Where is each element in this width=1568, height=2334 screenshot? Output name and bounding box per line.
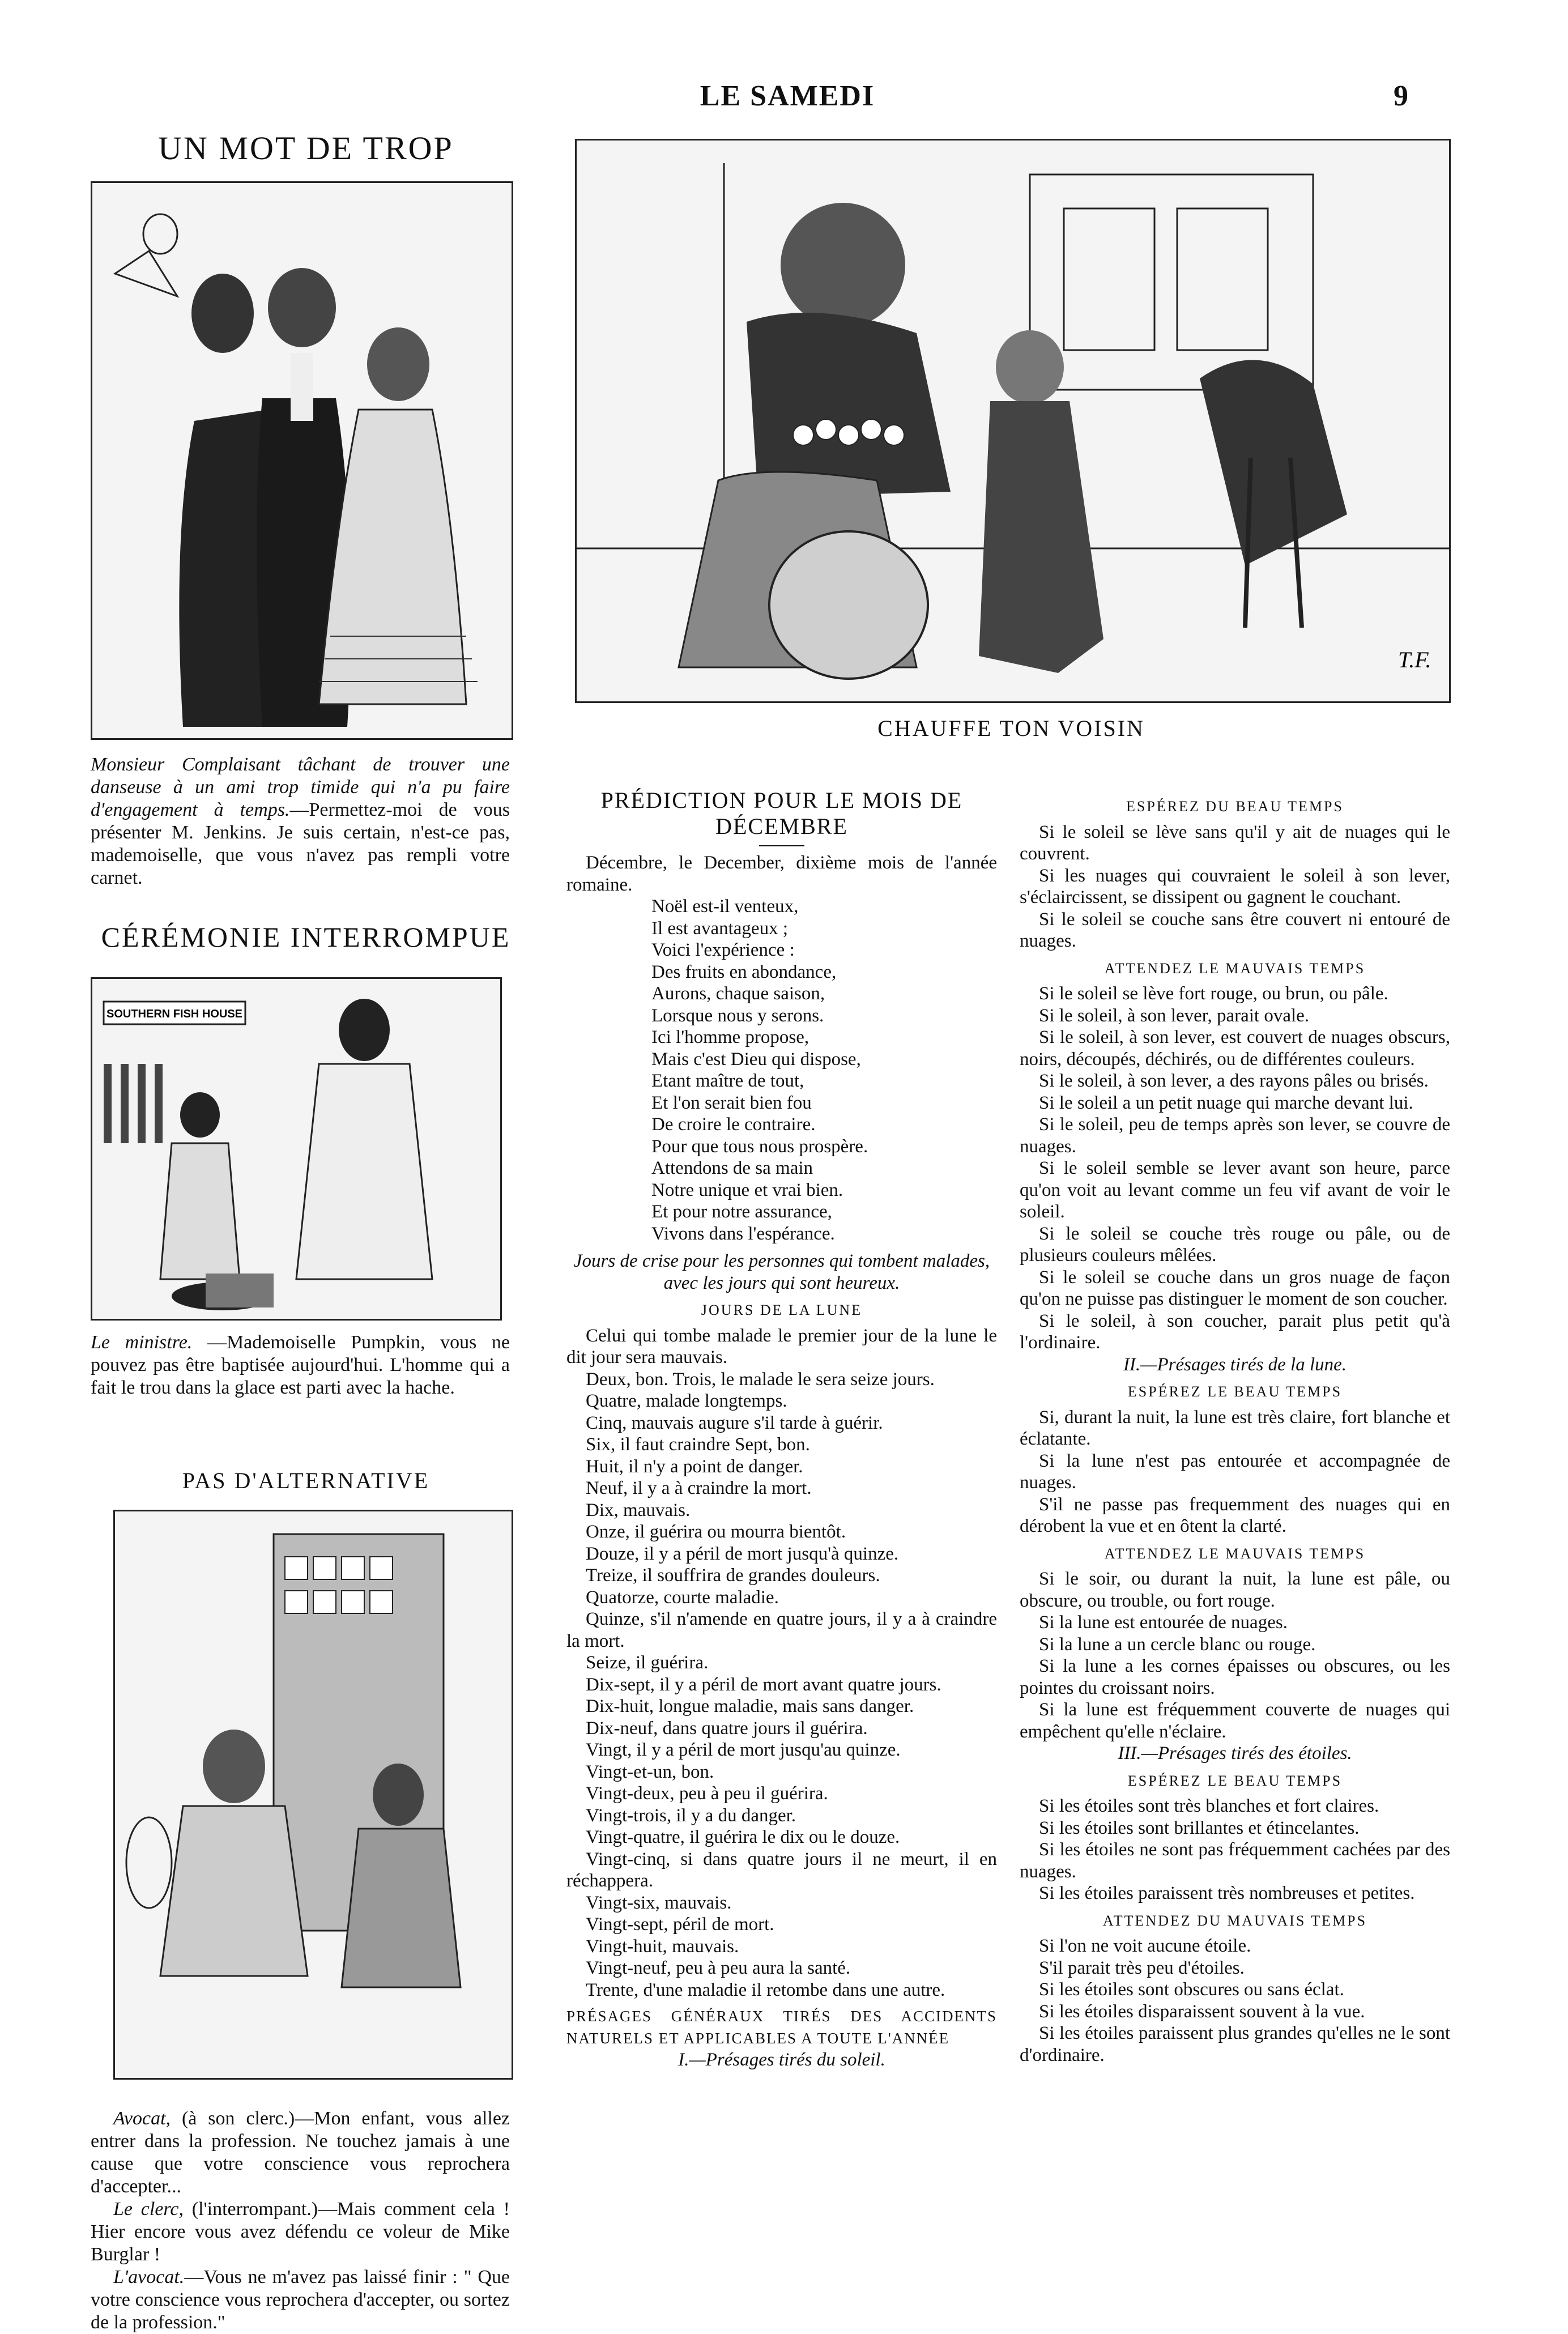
lune-para: Quatre, malade longtemps. bbox=[586, 1391, 787, 1411]
beau3-para: Si les étoiles sont très blanches et fort claires. bbox=[1039, 1796, 1379, 1816]
poem-line: Etant maître de tout, bbox=[651, 1071, 804, 1091]
mauvais3-para: Si les étoiles disparaissent souvent à la vue. bbox=[1039, 2001, 1365, 2022]
alternative-p3-text: —Vous ne m'avez pas laissé finir : " Que votre conscience vous reprochera d'accepter, ou sortez de la profession." bbox=[91, 2267, 510, 2333]
poem bbox=[566, 896, 997, 1245]
mauvais3-para: Si les étoiles paraissent plus grandes qu'elles ne le sont d'ordinaire. bbox=[1020, 2023, 1450, 2065]
alternative-p1 bbox=[91, 2107, 510, 2198]
poem-line: De croire le contraire. bbox=[651, 1114, 816, 1135]
presages-lune: II.—Présages tirés de la lune. bbox=[1123, 1354, 1347, 1375]
lune-para: Vingt-sept, péril de mort. bbox=[586, 1914, 774, 1935]
prediction-title-line1: PRÉDICTION POUR LE MOIS DE bbox=[600, 787, 963, 813]
beau3-para: Si les étoiles paraissent très nombreuses et petites. bbox=[1039, 1883, 1415, 1903]
ballroom-illustration bbox=[91, 181, 513, 740]
mot-caption-text: —Permettez-moi de vous présenter M. Jenkins. Je suis certain, n'est-ce pas, mademoiselle, que vous n'avez pas rempli votre carnet. bbox=[91, 799, 510, 888]
mauvais1-para: Si le soleil semble se lever avant son heure, parce qu'on voit au levant comme un feu vif avant de voir le soleil. bbox=[1020, 1158, 1450, 1222]
poem-line: Pour que tous nous prospère. bbox=[651, 1136, 868, 1157]
prediction-title-line2: DÉCEMBRE bbox=[715, 814, 848, 839]
jours-crise: Jours de crise pour les personnes qui tombent malades, avec les jours qui sont heureux. bbox=[573, 1251, 990, 1293]
alternative-p1-italic: Avocat, bbox=[113, 2108, 171, 2129]
mauvais3-para: Si l'on ne voit aucune étoile. bbox=[1039, 1936, 1251, 1956]
alternative-p3 bbox=[91, 2266, 510, 2334]
mauvais3-header: ATTENDEZ DU MAUVAIS TEMPS bbox=[1102, 1912, 1367, 1929]
illustration-signature: T.F. bbox=[1398, 647, 1431, 672]
mauvais1-para: Si le soleil se lève fort rouge, ou brun, ou pâle. bbox=[1039, 983, 1388, 1004]
lune-para: Vingt-quatre, il guérira le dix ou le douze. bbox=[586, 1827, 900, 1847]
beau3-para: Si les étoiles ne sont pas fréquemment cachées par des nuages. bbox=[1020, 1839, 1450, 1882]
beau2-header: ESPÉREZ LE BEAU TEMPS bbox=[1127, 1383, 1343, 1400]
poem-line: Aurons, chaque saison, bbox=[651, 983, 825, 1004]
lune-para: Trente, d'une maladie il retombe dans une autre. bbox=[586, 1979, 945, 2000]
lune-para: Celui qui tombe malade le premier jour de la lune le dit jour sera mauvais. bbox=[566, 1325, 997, 1368]
lune-para: Vingt-six, mauvais. bbox=[586, 1892, 732, 1913]
mot-title: UN MOT DE TROP bbox=[158, 130, 454, 167]
mauvais2-para: Si la lune est entourée de nuages. bbox=[1039, 1612, 1288, 1633]
poem-line: Noël est-il venteux, bbox=[651, 896, 799, 917]
chauffe-caption: CHAUFFE TON VOISIN bbox=[877, 715, 1145, 741]
mauvais1-header: ATTENDEZ LE MAUVAIS TEMPS bbox=[1104, 960, 1366, 977]
beau2-para: Si la lune n'est pas entourée et accompagnée de nuages. bbox=[1020, 1450, 1450, 1493]
right-column bbox=[1020, 790, 1450, 2066]
lune-para: Deux, bon. Trois, le malade le sera seize jours. bbox=[586, 1369, 935, 1390]
poem-line: Mais c'est Dieu qui dispose, bbox=[651, 1049, 861, 1070]
mauvais2-header: ATTENDEZ LE MAUVAIS TEMPS bbox=[1104, 1545, 1366, 1562]
poem-line: Il est avantageux ; bbox=[651, 918, 788, 939]
beau1-header: ESPÉREZ DU BEAU TEMPS bbox=[1126, 798, 1344, 815]
beau3-para: Si les étoiles sont brillantes et étincelantes. bbox=[1039, 1817, 1360, 1838]
lune-para: Quinze, s'il n'amende en quatre jours, il y a à craindre la mort. bbox=[566, 1609, 997, 1651]
ceremonie-caption bbox=[91, 1331, 510, 1399]
poem-line: Notre unique et vrai bien. bbox=[651, 1179, 843, 1200]
lune-para: Vingt-huit, mauvais. bbox=[586, 1936, 739, 1957]
poem-line: Voici l'expérience : bbox=[651, 940, 795, 960]
lune-para: Vingt-et-un, bon. bbox=[586, 1761, 714, 1782]
lune-para: Douze, il y a péril de mort jusqu'à quinze. bbox=[586, 1543, 899, 1564]
beau3-header: ESPÉREZ LE BEAU TEMPS bbox=[1127, 1772, 1343, 1789]
masthead: LE SAMEDI bbox=[700, 80, 875, 112]
prediction-title bbox=[566, 787, 997, 840]
lune-para: Cinq, mauvais augure s'il tarde à guérir. bbox=[586, 1412, 883, 1433]
lune-para: Dix-neuf, dans quatre jours il guérira. bbox=[586, 1718, 868, 1739]
poem-line: Et pour notre assurance, bbox=[651, 1202, 832, 1222]
alternative-p2 bbox=[91, 2198, 510, 2266]
lune-para: Vingt-cinq, si dans quatre jours il ne meurt, il en réchappera. bbox=[566, 1849, 997, 1891]
ceremonie-caption-italic: Le ministre. bbox=[91, 1332, 193, 1353]
mauvais3-para: Si les étoiles sont obscures ou sans éclat. bbox=[1039, 1979, 1344, 2000]
alternative-p2-text: (l'interrompant.)—Mais comment cela ! Hier encore vous avez défendu ce voleur de Mike Burglar ! bbox=[91, 2199, 510, 2265]
presages-header: PRÉSAGES GÉNÉRAUX TIRÉS DES ACCIDENTS NATURELS ET APPLICABLES A TOUTE L'ANNÉE bbox=[566, 2008, 997, 2047]
lune-para: Dix-sept, il y a péril de mort avant quatre jours. bbox=[586, 1674, 941, 1695]
presages-etoiles: III.—Présages tirés des étoiles. bbox=[1118, 1743, 1352, 1764]
poem-line: Lorsque nous y serons. bbox=[651, 1005, 824, 1026]
page-number: 9 bbox=[1394, 80, 1408, 112]
lune-para: Seize, il guérira. bbox=[586, 1652, 709, 1673]
lune-para: Dix-huit, longue maladie, mais sans danger. bbox=[586, 1696, 914, 1717]
mauvais1-para: Si le soleil se couche très rouge ou pâle, ou de plusieurs couleurs mêlées. bbox=[1020, 1223, 1450, 1266]
intro: Décembre, le December, dixième mois de l'année romaine. bbox=[566, 853, 997, 895]
lune-para: Vingt-deux, peu à peu il guérira. bbox=[586, 1783, 828, 1804]
presages-soleil: I.—Présages tirés du soleil. bbox=[678, 2050, 885, 2070]
poem-line: Ici l'homme propose, bbox=[651, 1027, 809, 1047]
ceremony-sign: SOUTHERN FISH HOUSE bbox=[106, 1008, 243, 1020]
middle-column bbox=[566, 787, 997, 2071]
mauvais1-para: Si le soleil, à son lever, parait ovale. bbox=[1039, 1005, 1310, 1026]
mauvais1-para: Si le soleil a un petit nuage qui marche devant lui. bbox=[1039, 1092, 1413, 1113]
mauvais2-para: Si la lune a un cercle blanc ou rouge. bbox=[1039, 1634, 1316, 1655]
lune-para: Huit, il n'y a point de danger. bbox=[586, 1456, 803, 1477]
alternative-p2-italic: Le clerc, bbox=[113, 2199, 184, 2220]
jours-lune-header: JOURS DE LA LUNE bbox=[701, 1302, 863, 1318]
poem-line: Vivons dans l'espérance. bbox=[651, 1223, 835, 1244]
lune-para: Quatorze, courte maladie. bbox=[586, 1587, 779, 1608]
alternative-title: PAS D'ALTERNATIVE bbox=[182, 1468, 430, 1493]
alternative-p3-italic: L'avocat. bbox=[113, 2267, 185, 2288]
title-rule bbox=[759, 845, 804, 846]
lune-para: Six, il faut craindre Sept, bon. bbox=[586, 1434, 810, 1455]
mauvais1-para: Si le soleil, à son coucher, parait plus petit qu'à l'ordinaire. bbox=[1020, 1310, 1450, 1353]
poem-line: Des fruits en abondance, bbox=[651, 961, 837, 982]
lune-para: Vingt-neuf, peu à peu aura la santé. bbox=[586, 1958, 851, 1978]
lawyer-illustration bbox=[113, 1510, 513, 2080]
beau2-para: S'il ne passe pas frequemment des nuages qui en dérobent la vue et en ôtent la clarté. bbox=[1020, 1494, 1450, 1536]
poem-line: Et l'on serait bien fou bbox=[651, 1092, 812, 1113]
ceremony-illustration bbox=[91, 977, 502, 1321]
mauvais2-para: Si la lune est fréquemment couverte de nuages qui empêchent qu'elle n'éclaire. bbox=[1020, 1700, 1450, 1742]
lune-para: Dix, mauvais. bbox=[586, 1500, 691, 1520]
alternative-p1-text: (à son clerc.)—Mon enfant, vous allez entrer dans la profession. Ne touchez jamais à une cause que votre conscience vous reprochera d'accepter... bbox=[91, 2108, 510, 2197]
lune-para: Treize, il souffrira de grandes douleurs. bbox=[586, 1565, 880, 1586]
mauvais1-para: Si le soleil se couche dans un gros nuage de façon qu'on ne puisse pas distinguer le moment de son coucher. bbox=[1020, 1267, 1450, 1309]
lune-para: Vingt, il y a péril de mort jusqu'au quinze. bbox=[586, 1740, 901, 1760]
lune-para: Vingt-trois, il y a du danger. bbox=[586, 1805, 796, 1826]
ceremonie-title: CÉRÉMONIE INTERROMPUE bbox=[101, 921, 511, 953]
street-illustration bbox=[575, 139, 1451, 703]
lune-para: Onze, il guérira ou mourra bientôt. bbox=[586, 1522, 846, 1542]
beau1-para: Si le soleil se lève sans qu'il y ait de nuages qui le couvrent. bbox=[1020, 821, 1450, 864]
mot-caption-italic: Monsieur Complaisant tâchant de trouver une danseuse à un ami trop timide qui n'a pu faire d'engagement à temps. bbox=[91, 754, 510, 820]
mauvais3-para: S'il parait très peu d'étoiles. bbox=[1039, 1957, 1245, 1978]
ceremonie-caption-text: —Mademoiselle Pumpkin, vous ne pouvez pas être baptisée aujourd'hui. L'homme qui a fait le trou dans la glace est parti avec la hache. bbox=[91, 1332, 510, 1398]
mauvais2-para: Si la lune a les cornes épaisses ou obscures, ou les pointes du croissant noirs. bbox=[1020, 1656, 1450, 1698]
alternative-caption bbox=[91, 2107, 510, 2334]
beau1-para: Si le soleil se couche sans être couvert ni entouré de nuages. bbox=[1020, 909, 1450, 951]
beau2-para: Si, durant la nuit, la lune est très claire, fort blanche et éclatante. bbox=[1020, 1407, 1450, 1449]
beau1-para: Si les nuages qui couvraient le soleil à son lever, s'éclaircissent, se dissipent ou gagnent le couchant. bbox=[1020, 865, 1450, 908]
mauvais1-para: Si le soleil, à son lever, est couvert de nuages obscurs, noirs, découpés, déchirés, ou de différentes couleurs. bbox=[1020, 1027, 1450, 1070]
mauvais1-para: Si le soleil, à son lever, a des rayons pâles ou brisés. bbox=[1039, 1071, 1429, 1091]
mot-caption bbox=[91, 753, 510, 889]
mauvais1-para: Si le soleil, peu de temps après son lever, se couvre de nuages. bbox=[1020, 1114, 1450, 1157]
mauvais2-para: Si le soir, ou durant la nuit, la lune est pâle, ou obscure, ou trouble, ou fort rouge. bbox=[1020, 1569, 1450, 1611]
lune-para: Neuf, il y a à craindre la mort. bbox=[586, 1478, 812, 1498]
poem-line: Attendons de sa main bbox=[651, 1158, 813, 1178]
